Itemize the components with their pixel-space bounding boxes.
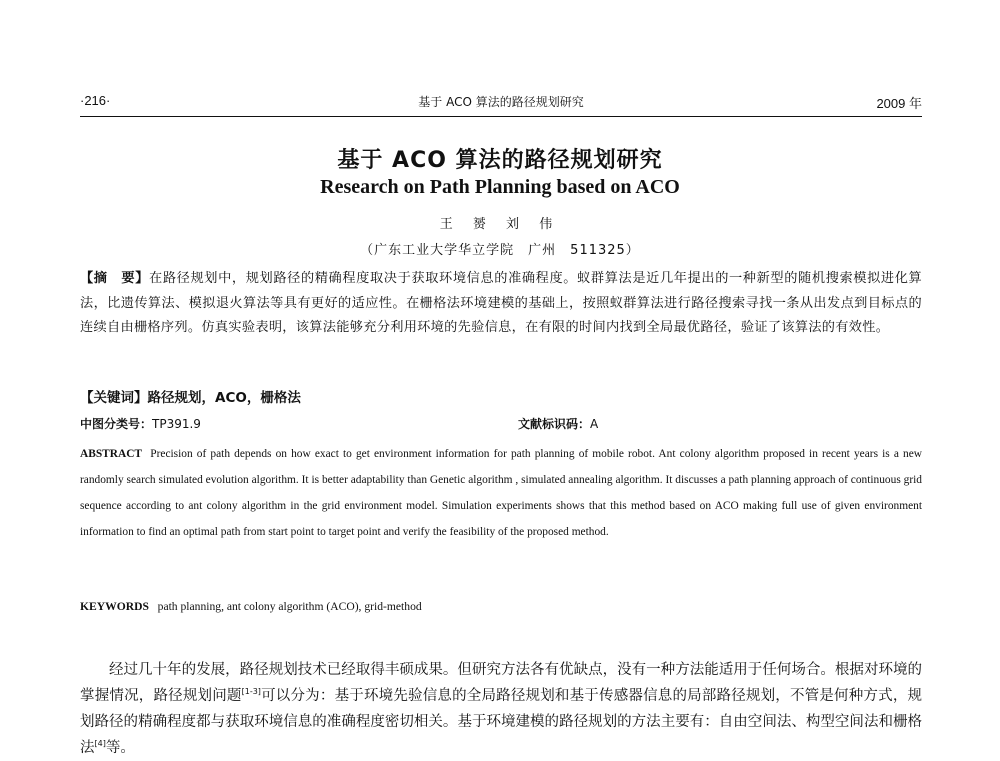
keywords-cn-label: 【关键词】 [80,390,148,406]
affiliation: （广东工业大学华立学院 广州 511325） [360,243,640,258]
page-number: ·216· [80,93,111,108]
header-rule [80,116,922,117]
abstract-cn-text: 在路径规划中，规划路径的精确程度取决于获取环境信息的准确程度。蚁群算法是近几年提出的一种新型的随机搜索模拟进化算法，比遗传算法、模拟退火算法等具有更好的适应性。在栅格法环境建模的基础上，按照蚁群算法进行路径搜索寻找一条从出发点到目标点的连续自由栅格序列。仿真实验表明，该算法能够充分利用环境的先验信息，在有限的时间内找到全局最优路径，验证了该算法的有效性。 [80,271,923,335]
doc-code-value: A [590,417,599,431]
classification-line [80,415,922,432]
keywords-english [80,600,922,613]
body-text-part2: 可以分为：基于环境先验信息的全局路径规划和基于传感器信息的局部路径规划，不管是何种方式，规划路径的精确程度都与获取环境信息的准确程度密切相关。基于环境建模的路径规划的方法主要有：自由空间法、构型空间法和栅格法 [80,688,923,756]
keywords-en-value: path planning, ant colony algorithm (ACO), grid-method [157,600,422,613]
title-chinese: 基于 ACO 算法的路径规划研究 [337,148,663,173]
keywords-chinese [80,386,922,406]
page-header [80,93,922,115]
body-paragraph [80,657,922,761]
abstract-en-text: Precision of path depends on how exact to get environment information for path planning of mobile robot. Ant colony algorithm proposed in recent years is a new randomly search simulated evolution algorithm. It is better adaptability than Genetic algorithm , simulated annealing algorithm. It discusses a path planning approach of continuous grid sequence according to ant colony algorithm in the grid environment model. Simulation experiments shows that this method based on ACO making full use of given environment information to find an optimal path from start point to target point and verify the feasibility of the proposed method. [80,448,922,538]
abstract-chinese [80,267,922,341]
doc-code-label: 文献标识码： [518,417,591,431]
clc-label: 中图分类号： [80,417,153,431]
clc-value: TP391.9 [152,417,201,431]
doc-code [518,415,598,432]
keywords-cn-value: 路径规划，ACO，栅格法 [147,390,301,406]
header-year: 2009 年 [876,96,922,111]
title-english: Research on Path Planning based on ACO [320,176,680,198]
abstract-english [80,441,922,545]
body-text-part1: 经过几十年的发展，路径规划技术已经取得丰硕成果。但研究方法各有优缺点，没有一种方法能适用于任何场合。根据对环境的掌握情况，路径规划问题 [80,662,922,704]
citation-1-3: [1-3] [241,687,261,697]
running-title: 基于 ACO 算法的路径规划研究 [418,95,584,109]
keywords-en-label: KEYWORDS [80,600,149,613]
authors: 王 赟 刘 伟 [439,217,561,232]
abstract-cn-label: 【摘 要】 [80,271,150,286]
body-text-part3: 等。 [105,740,135,756]
citation-4: [4] [94,739,106,749]
abstract-en-label: ABSTRACT [80,448,143,460]
